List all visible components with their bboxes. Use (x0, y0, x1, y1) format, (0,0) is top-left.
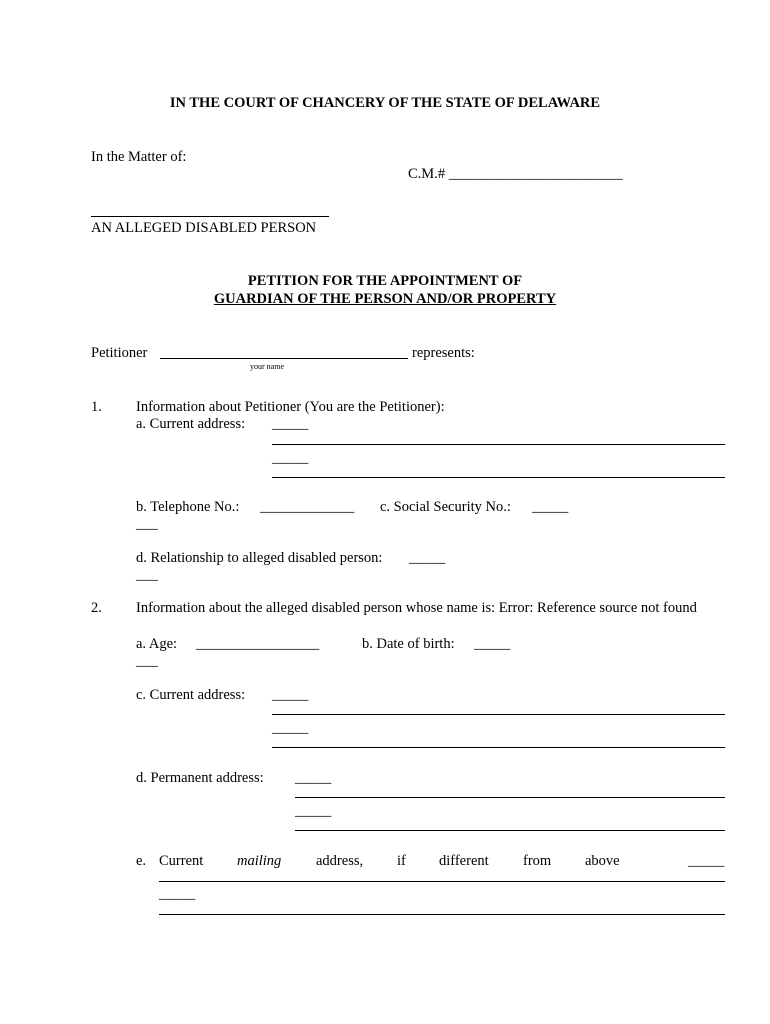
permanent-address-label: d. Permanent address: (136, 770, 264, 786)
court-title: IN THE COURT OF CHANCERY OF THE STATE OF DELAWARE (169, 95, 601, 111)
petitioner-address-line-1[interactable] (272, 444, 725, 445)
current-address-line-1[interactable] (272, 714, 725, 715)
person-name-line[interactable] (91, 216, 329, 217)
petitioner-address-label: a. Current address: (136, 416, 246, 432)
mailing-word-address: address, (316, 853, 364, 869)
current-address-blank-1[interactable]: _____ (272, 687, 309, 703)
section-2-heading: Information about the alleged disabled person whose name is: Error: Reference source not found (136, 600, 697, 616)
petition-subtitle: GUARDIAN OF THE PERSON AND/OR PROPERTY (213, 291, 557, 307)
mailing-word-different: different (439, 853, 489, 869)
mailing-word-if: if (397, 853, 406, 869)
case-number-field[interactable]: C.M.# ________________________ (408, 166, 623, 182)
relationship-label: d. Relationship to alleged disabled person: (136, 550, 383, 566)
section-1-number: 1. (91, 399, 102, 415)
represents-label: represents: (412, 345, 475, 361)
mailing-address-line-2[interactable] (159, 914, 725, 915)
section-1-heading: Information about Petitioner (You are the Petitioner): (136, 399, 445, 415)
petitioner-hint: your name (250, 362, 284, 371)
permanent-address-line-2[interactable] (295, 830, 725, 831)
dob-label: b. Date of birth: (362, 636, 455, 652)
permanent-address-blank-2[interactable]: _____ (295, 803, 332, 819)
permanent-address-line-1[interactable] (295, 797, 725, 798)
petitioner-label: Petitioner (91, 345, 148, 361)
petitioner-address-blank-2[interactable]: _____ (272, 450, 309, 466)
mailing-address-blank-1[interactable]: _____ (688, 853, 725, 869)
telephone-field[interactable]: _____________ (260, 499, 355, 515)
mailing-word-mailing: mailing (237, 853, 282, 869)
in-matter-label: In the Matter of: (91, 149, 187, 165)
petitioner-name-line[interactable] (160, 358, 408, 359)
ssn-field-continued[interactable]: ___ (136, 516, 158, 532)
section-2-number: 2. (91, 600, 102, 616)
alleged-person-label: AN ALLEGED DISABLED PERSON (91, 220, 317, 236)
permanent-address-blank-1[interactable]: _____ (295, 770, 332, 786)
mailing-word-above: above (585, 853, 620, 869)
petitioner-address-line-2[interactable] (272, 477, 725, 478)
age-label: a. Age: (136, 636, 178, 652)
relationship-field[interactable]: _____ (409, 550, 446, 566)
current-address-line-2[interactable] (272, 747, 725, 748)
mailing-word-current: Current (159, 853, 204, 869)
dob-field[interactable]: _____ (474, 636, 511, 652)
dob-field-continued[interactable]: ___ (136, 653, 158, 669)
ssn-field[interactable]: _____ (532, 499, 569, 515)
mailing-word-from: from (523, 853, 552, 869)
ssn-label: c. Social Security No.: (380, 499, 511, 515)
age-field[interactable]: _________________ (196, 636, 320, 652)
petitioner-address-blank-1[interactable]: _____ (272, 416, 309, 432)
relationship-field-continued[interactable]: ___ (136, 567, 158, 583)
mailing-address-letter: e. (136, 853, 147, 869)
mailing-address-line-1[interactable] (159, 881, 725, 882)
petition-title: PETITION FOR THE APPOINTMENT OF (247, 273, 523, 289)
current-address-label: c. Current address: (136, 687, 246, 703)
mailing-address-blank-2[interactable]: _____ (159, 886, 196, 902)
telephone-label: b. Telephone No.: (136, 499, 240, 515)
current-address-blank-2[interactable]: _____ (272, 720, 309, 736)
